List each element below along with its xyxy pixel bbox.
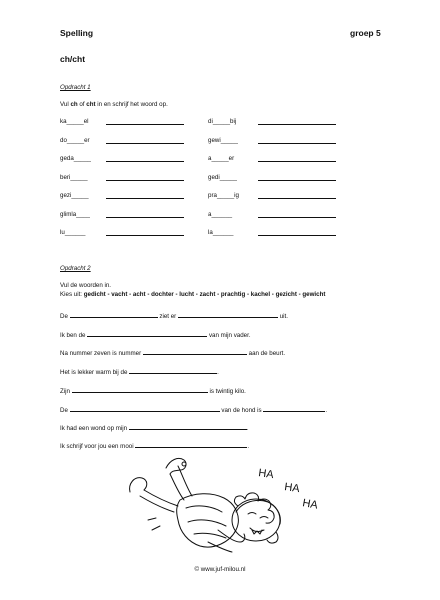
grade-label: groep 5 xyxy=(350,28,381,38)
answer-line[interactable] xyxy=(258,229,336,238)
word-row xyxy=(60,192,360,211)
word-row xyxy=(60,155,360,174)
word-prompt: do_____er xyxy=(60,136,90,144)
answer-line[interactable] xyxy=(143,348,247,355)
exercise2-title: Opdracht 2 xyxy=(60,265,91,272)
sentence: Ik ben de van mijn vader. xyxy=(60,332,251,339)
topic-heading: ch/cht xyxy=(60,54,86,64)
answer-line[interactable] xyxy=(178,311,278,318)
word-prompt: pra_____ig xyxy=(208,192,239,199)
exercise1-word-table xyxy=(60,118,360,248)
sentence: Zijn is twintig kilo. xyxy=(60,388,246,395)
word-prompt: gewi_____ xyxy=(208,136,238,144)
word-prompt: di_____bij xyxy=(208,118,237,125)
sentence: De ziet er uit. xyxy=(60,313,288,320)
answer-line[interactable] xyxy=(106,118,184,127)
word-prompt: geda_____ xyxy=(60,155,91,162)
answer-line[interactable] xyxy=(70,311,158,318)
answer-line[interactable] xyxy=(106,174,184,183)
word-prompt: glimla____ xyxy=(60,210,90,218)
word-choices: Kies uit: gedicht - vacht - acht - dochter - lucht - zacht - prachtig - kachel - gezicht - gewicht xyxy=(60,291,326,298)
answer-line[interactable] xyxy=(72,386,208,393)
word-prompt: lu______ xyxy=(60,229,86,236)
laugh-text: HA xyxy=(283,481,301,496)
word-prompt: gezi_____ xyxy=(60,192,89,199)
answer-line[interactable] xyxy=(258,174,336,183)
word-prompt: a______ xyxy=(208,210,233,218)
answer-line[interactable] xyxy=(258,137,336,146)
answer-line[interactable] xyxy=(106,137,184,146)
sentence: Ik had een wond op mijn . xyxy=(60,425,249,432)
word-prompt: la______ xyxy=(208,229,234,236)
answer-line[interactable] xyxy=(106,155,184,164)
word-prompt: beri_____ xyxy=(60,173,88,181)
laugh-text: HA xyxy=(301,497,319,512)
word-row xyxy=(60,118,360,137)
word-prompt: gedi_____ xyxy=(208,173,237,181)
answer-line[interactable] xyxy=(258,155,336,164)
laugh-text: HA xyxy=(257,467,275,482)
answer-line[interactable] xyxy=(106,211,184,220)
word-row xyxy=(60,174,360,193)
worksheet-title: Spelling xyxy=(60,28,94,38)
sentence: Na nummer zeven is nummer aan de beurt. xyxy=(60,350,286,357)
answer-line[interactable] xyxy=(258,192,336,201)
word-row xyxy=(60,137,360,156)
answer-line[interactable] xyxy=(106,192,184,201)
answer-line[interactable] xyxy=(258,211,336,220)
exercise1-title: Opdracht 1 xyxy=(60,84,91,91)
answer-line[interactable] xyxy=(263,405,325,412)
sentence: De van de hond is . xyxy=(60,407,328,414)
exercise2-instruction: Vul de woorden in. xyxy=(60,282,112,289)
answer-line[interactable] xyxy=(87,330,207,337)
word-row xyxy=(60,211,360,230)
word-prompt: ka_____el xyxy=(60,118,89,125)
laughing-child-illustration xyxy=(126,446,326,558)
answer-line[interactable] xyxy=(258,118,336,127)
exercise1-instruction: Vul ch of cht in en schrijf het woord op. xyxy=(60,101,168,108)
word-prompt: a_____er xyxy=(208,155,235,162)
answer-line[interactable] xyxy=(129,423,247,430)
answer-line[interactable] xyxy=(106,229,184,238)
footer-copyright: © www.juf-milou.nl xyxy=(194,566,246,573)
sentence: Het is lekker warm bij de . xyxy=(60,369,219,376)
answer-line[interactable] xyxy=(70,405,220,412)
word-row xyxy=(60,229,360,248)
sentence: Ik schrijf voor jou een mooi . xyxy=(60,443,250,450)
answer-line[interactable] xyxy=(129,367,217,374)
